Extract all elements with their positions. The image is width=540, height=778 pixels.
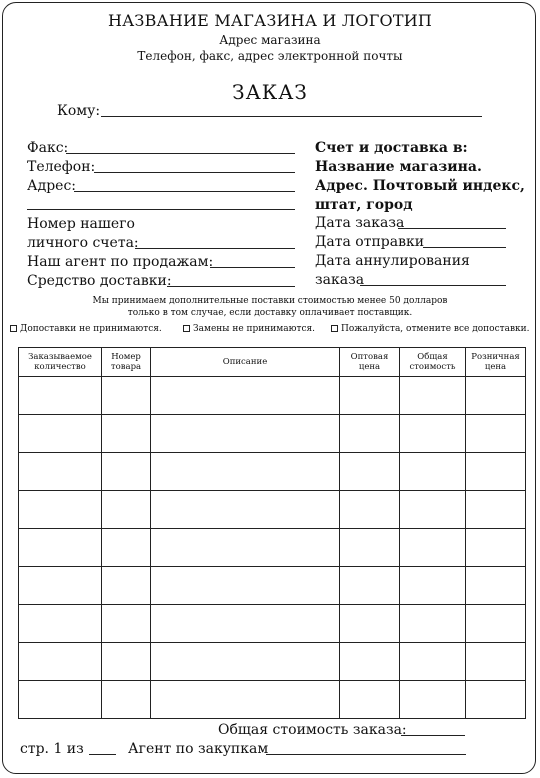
table-cell[interactable] (19, 415, 102, 453)
table-cell[interactable] (340, 453, 400, 491)
table-cell[interactable] (466, 567, 526, 605)
table-row (19, 605, 526, 643)
buyer-label: Агент по закупкам (128, 741, 269, 757)
table-cell[interactable] (151, 567, 340, 605)
table-row (19, 529, 526, 567)
table-header-row (19, 348, 526, 377)
table-cell[interactable] (19, 605, 102, 643)
table-cell[interactable] (102, 377, 151, 415)
fax-field-line[interactable] (66, 153, 295, 154)
table-cell[interactable] (102, 453, 151, 491)
backorder-notice-line2: только в том случае, если доставку оплачивает поставщик. (127, 308, 413, 318)
address-field-line-2[interactable] (27, 209, 295, 210)
bill-store-name: Название магазина. (315, 159, 482, 175)
phone-field-line[interactable] (94, 172, 295, 173)
shipping-method-field-line[interactable] (167, 286, 295, 287)
buyer-field-line[interactable] (266, 754, 466, 755)
table-row (19, 567, 526, 605)
account-label-line1: Номер нашего (27, 216, 135, 232)
backorder-notice-line1: Мы принимаем дополнительные поставки стоимостью менее 50 долларов (92, 296, 448, 306)
column-header-total-cost: Общая стоимость (400, 348, 466, 377)
to-field-line[interactable] (101, 116, 482, 117)
page-count-label: стр. 1 из (20, 741, 84, 757)
table-cell[interactable] (151, 377, 340, 415)
checkbox-icon[interactable] (331, 325, 338, 332)
to-label: Кому: (57, 103, 101, 119)
column-header-quantity: Заказываемое количество (19, 348, 102, 377)
table-cell[interactable] (102, 681, 151, 719)
option-label: Допоставки не принимаются. (20, 324, 162, 334)
order-date-field-line[interactable] (398, 228, 506, 229)
store-name-heading: НАЗВАНИЕ МАГАЗИНА И ЛОГОТИП (107, 11, 433, 30)
table-cell[interactable] (19, 567, 102, 605)
table-cell[interactable] (151, 491, 340, 529)
table-cell[interactable] (466, 491, 526, 529)
table-cell[interactable] (466, 453, 526, 491)
table-cell[interactable] (400, 491, 466, 529)
table-cell[interactable] (102, 643, 151, 681)
table-cell[interactable] (151, 415, 340, 453)
bill-ship-to-label: Счет и доставка в: (315, 140, 468, 156)
table-cell[interactable] (102, 567, 151, 605)
order-total-field-line[interactable] (401, 735, 465, 736)
table-cell[interactable] (102, 491, 151, 529)
order-title: ЗАКАЗ (232, 80, 308, 104)
table-row (19, 491, 526, 529)
cancel-date-label-line2: заказа (315, 272, 365, 288)
table-cell[interactable] (466, 643, 526, 681)
bill-address-line1: Адрес. Почтовый индекс, (315, 178, 525, 194)
table-row (19, 681, 526, 719)
phone-label: Телефон: (27, 159, 96, 175)
cancel-date-field-line[interactable] (360, 285, 506, 286)
table-cell[interactable] (151, 643, 340, 681)
option-label: Замены не принимаются. (193, 324, 316, 334)
store-address: Адрес магазина (219, 33, 321, 47)
option-cancel-backorders[interactable] (331, 324, 530, 334)
table-cell[interactable] (19, 491, 102, 529)
ship-date-label: Дата отправки (315, 234, 425, 250)
table-cell[interactable] (466, 377, 526, 415)
page-count-field-line[interactable] (89, 754, 116, 755)
checkbox-icon[interactable] (10, 325, 17, 332)
sales-agent-field-line[interactable] (210, 267, 295, 268)
bill-address-line2: штат, город (315, 197, 413, 213)
table-cell[interactable] (400, 643, 466, 681)
table-cell[interactable] (151, 453, 340, 491)
table-cell[interactable] (400, 377, 466, 415)
table-row (19, 643, 526, 681)
table-cell[interactable] (400, 415, 466, 453)
account-label-line2: личного счета: (27, 235, 139, 251)
table-cell[interactable] (19, 681, 102, 719)
table-row (19, 453, 526, 491)
table-cell[interactable] (466, 681, 526, 719)
table-cell[interactable] (19, 643, 102, 681)
table-cell[interactable] (340, 643, 400, 681)
address-field-line-1[interactable] (74, 191, 295, 192)
table-cell[interactable] (340, 377, 400, 415)
table-cell[interactable] (151, 529, 340, 567)
table-cell[interactable] (19, 377, 102, 415)
address-label: Адрес: (27, 178, 77, 194)
sales-agent-label: Наш агент по продажам: (27, 254, 214, 270)
table-cell[interactable] (340, 415, 400, 453)
ship-date-field-line[interactable] (423, 247, 506, 248)
table-cell[interactable] (340, 681, 400, 719)
table-cell[interactable] (340, 529, 400, 567)
table-row (19, 377, 526, 415)
column-header-wholesale-price: Оптовая цена (340, 348, 400, 377)
order-total-label: Общая стоимость заказа: (218, 722, 407, 738)
shipping-method-label: Средство доставки: (27, 273, 172, 289)
table-cell[interactable] (340, 605, 400, 643)
table-cell[interactable] (19, 529, 102, 567)
account-field-line[interactable] (135, 248, 295, 249)
table-cell[interactable] (340, 491, 400, 529)
table-cell[interactable] (466, 415, 526, 453)
order-date-label: Дата заказа (315, 215, 405, 231)
store-contacts: Телефон, факс, адрес электронной почты (137, 49, 403, 63)
fax-label: Факс: (27, 140, 69, 156)
table-cell[interactable] (102, 605, 151, 643)
table-cell[interactable] (400, 605, 466, 643)
table-cell[interactable] (400, 453, 466, 491)
table-cell[interactable] (151, 605, 340, 643)
table-row (19, 415, 526, 453)
order-items-table (18, 347, 526, 719)
table-cell[interactable] (466, 605, 526, 643)
table-cell[interactable] (102, 415, 151, 453)
option-no-substitutions[interactable] (183, 324, 315, 334)
column-header-item-number: Номер товара (102, 348, 151, 377)
option-label: Пожалуйста, отмените все допоставки. (341, 324, 530, 334)
table-cell[interactable] (151, 681, 340, 719)
column-header-description: Описание (151, 348, 340, 377)
table-cell[interactable] (400, 567, 466, 605)
table-cell[interactable] (400, 529, 466, 567)
option-no-backorders[interactable] (10, 324, 162, 334)
table-cell[interactable] (400, 681, 466, 719)
table-cell[interactable] (466, 529, 526, 567)
table-cell[interactable] (19, 453, 102, 491)
column-header-retail-price: Розничная цена (466, 348, 526, 377)
cancel-date-label-line1: Дата аннулирования (315, 253, 470, 269)
checkbox-icon[interactable] (183, 325, 190, 332)
table-body (19, 377, 526, 719)
table-cell[interactable] (340, 567, 400, 605)
table-cell[interactable] (102, 529, 151, 567)
